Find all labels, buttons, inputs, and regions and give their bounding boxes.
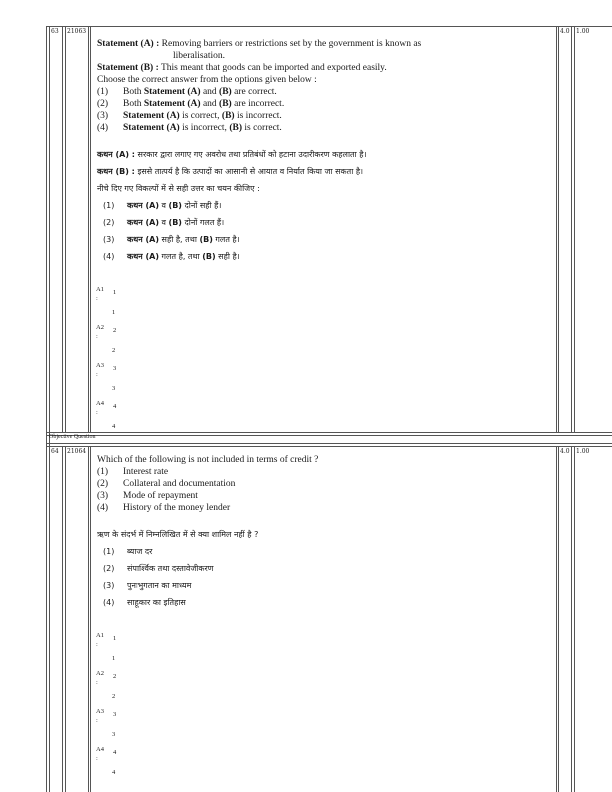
answer-label: A1 <box>96 286 104 293</box>
marks: 4.0 <box>560 28 570 35</box>
option-number: (3) <box>97 491 109 501</box>
option-bold-a: कथन (A) <box>127 252 159 261</box>
option-text <box>127 231 240 248</box>
option-text: Mode of repayment <box>123 491 198 501</box>
option-bold-b: (B) <box>168 218 182 227</box>
option-mid: व <box>159 218 169 227</box>
option-bold-a: Statement (A) <box>143 87 201 97</box>
option-bold-a: कथन (A) <box>127 201 159 210</box>
option-number: (1) <box>103 547 115 556</box>
answer-label: A1 <box>96 632 104 639</box>
option-post: सही है। <box>215 252 240 261</box>
answer-label: A2 <box>96 670 104 677</box>
option-2 <box>97 98 421 110</box>
option-1 <box>97 86 421 98</box>
option-bold-b: (B) <box>219 99 232 109</box>
instruction: Choose the correct answer from the options given below : <box>97 75 317 85</box>
answer-label: A4 <box>96 400 104 407</box>
option-pre: Both <box>123 87 144 97</box>
answer-colon: : <box>96 371 98 378</box>
marks: 4.0 <box>560 448 570 455</box>
option-text <box>123 98 284 110</box>
answer-label: A4 <box>96 746 104 753</box>
answer-value-detail: 2 <box>112 693 116 700</box>
option-2 <box>97 478 318 490</box>
option-pre: Both <box>123 99 144 109</box>
section-label: Objective Question <box>49 434 96 440</box>
option-bold-a: Statement (A) <box>123 123 180 133</box>
option-number: (3) <box>103 235 115 244</box>
option-bold-b: (B) <box>199 235 213 244</box>
option-text <box>127 214 224 231</box>
option-bold-a: Statement (A) <box>143 99 201 109</box>
option-number: (3) <box>103 581 115 590</box>
option-number: (3) <box>97 111 109 121</box>
answer-value-detail: 1 <box>112 309 116 316</box>
answer-colon: : <box>96 755 98 762</box>
hindi-question-text: ऋण के संदर्भ में निम्नलिखित में से क्या शामिल नहीं है ? <box>97 530 259 539</box>
option-text: Interest rate <box>123 467 169 477</box>
question-64-english <box>97 454 318 514</box>
option-mid: and <box>200 99 220 109</box>
option-number: (4) <box>103 252 115 261</box>
answer-value-detail: 2 <box>112 347 116 354</box>
question-id: 21063 <box>67 28 87 35</box>
hindi-instruction: नीचे दिए गए विकल्पों में से सही उत्तर का चयन कीजिए : <box>97 184 260 193</box>
option-text: साहूकार का इतिहास <box>127 598 186 607</box>
option-post: are correct. <box>231 87 277 97</box>
option-number: (4) <box>103 598 115 607</box>
option-mid: सही है, तथा <box>159 235 200 244</box>
answer-value: 1 <box>113 635 117 642</box>
option-text: History of the money lender <box>123 503 231 513</box>
option-post: दोनों गलत हैं। <box>181 218 225 227</box>
question-number: 63 <box>51 28 59 35</box>
answer-label: A3 <box>96 362 104 369</box>
option-number: (1) <box>103 201 115 210</box>
hindi-option-1 <box>103 197 366 214</box>
option-mid: व <box>159 201 169 210</box>
option-text: पुनःभुगतान का माध्यम <box>127 581 192 590</box>
hindi-option-3 <box>103 231 366 248</box>
option-mid: is incorrect, <box>179 123 230 133</box>
hindi-statement-a-label: कथन (A) : <box>97 150 135 159</box>
statement-b-text: This meant that goods can be imported and exported easily. <box>160 63 387 73</box>
answer-value-detail: 3 <box>112 385 116 392</box>
option-number: (1) <box>97 467 109 477</box>
answer-colon: : <box>96 409 98 416</box>
option-post: are incorrect. <box>231 99 285 109</box>
option-bold-b: (B) <box>168 201 182 210</box>
option-mid: is correct, <box>179 111 222 121</box>
hindi-statement-b-text: इससे तात्पर्य है कि उत्पादों का आसानी से आयात व निर्यात किया जा सकता है। <box>137 167 364 176</box>
option-post: is correct. <box>241 123 282 133</box>
option-number: (2) <box>103 218 115 227</box>
hindi-option-4 <box>103 248 366 265</box>
option-4 <box>97 502 318 514</box>
option-bold-a: कथन (A) <box>127 235 159 244</box>
option-number: (1) <box>97 87 109 97</box>
option-post: दोनों सही हैं। <box>181 201 222 210</box>
hindi-option-3 <box>103 577 258 594</box>
option-mid: गलत है, तथा <box>159 252 203 261</box>
option-number: (2) <box>103 564 115 573</box>
option-number: (4) <box>97 503 109 513</box>
answer-value: 4 <box>113 749 117 756</box>
answer-value: 3 <box>113 711 117 718</box>
statement-a-label: Statement (A) : <box>97 39 160 49</box>
answer-value-detail: 4 <box>112 769 116 776</box>
answer-value: 1 <box>113 289 117 296</box>
hindi-option-1 <box>103 543 258 560</box>
option-text <box>127 197 221 214</box>
answer-label: A3 <box>96 708 104 715</box>
option-post: गलत है। <box>212 235 240 244</box>
option-4 <box>97 122 421 134</box>
hindi-option-4 <box>103 594 258 611</box>
option-bold-b: (B) <box>229 123 242 133</box>
option-text: ब्याज दर <box>127 547 153 556</box>
answer-colon: : <box>96 641 98 648</box>
question-63-english <box>97 38 421 134</box>
answer-colon: : <box>96 717 98 724</box>
option-number: (4) <box>97 123 109 133</box>
negative-marks: 1.00 <box>576 448 590 455</box>
option-bold-b: (B) <box>202 252 216 261</box>
negative-marks: 1.00 <box>576 28 590 35</box>
hindi-statement-a-text: सरकार द्वारा लगाए गए अवरोध तथा प्रतिबंधों को हटाना उदारीकरण कहलाता है। <box>137 150 367 159</box>
option-3 <box>97 490 318 502</box>
answer-label: A2 <box>96 324 104 331</box>
option-3 <box>97 110 421 122</box>
hindi-option-2 <box>103 214 366 231</box>
answer-value: 4 <box>113 403 117 410</box>
option-text <box>123 86 277 98</box>
hindi-statement-b-label: कथन (B) : <box>97 167 135 176</box>
option-bold-a: Statement (A) <box>123 111 180 121</box>
question-64-hindi <box>97 526 259 611</box>
question-text: Which of the following is not included in terms of credit ? <box>97 455 319 465</box>
answer-colon: : <box>96 333 98 340</box>
question-63-hindi <box>97 146 367 265</box>
option-number: (2) <box>97 479 109 489</box>
option-text: Collateral and documentation <box>123 479 236 489</box>
option-bold-a: कथन (A) <box>127 218 159 227</box>
option-bold-b: (B) <box>221 111 235 121</box>
question-number: 64 <box>51 448 59 455</box>
answer-value-detail: 3 <box>112 731 116 738</box>
statement-b-label: Statement (B) : <box>97 63 159 73</box>
statement-a-continued: liberalisation. <box>173 51 225 61</box>
hindi-option-2 <box>103 560 258 577</box>
answer-colon: : <box>96 679 98 686</box>
statement-a-text: Removing barriers or restrictions set by the government is known as <box>161 39 422 49</box>
option-mid: and <box>200 87 220 97</box>
option-number: (2) <box>97 99 109 109</box>
option-text <box>123 122 282 134</box>
answer-value-detail: 1 <box>112 655 116 662</box>
option-1 <box>97 466 318 478</box>
answer-value: 2 <box>113 327 117 334</box>
option-post: is incorrect. <box>234 111 282 121</box>
option-text <box>123 110 282 122</box>
option-text: संपार्श्विक तथा दस्तावेजीकरण <box>127 564 214 573</box>
answer-value: 3 <box>113 365 117 372</box>
answer-value: 2 <box>113 673 117 680</box>
option-text <box>127 248 240 265</box>
option-bold-b: (B) <box>219 87 232 97</box>
answer-colon: : <box>96 295 98 302</box>
question-id: 21064 <box>67 448 87 455</box>
answer-value-detail: 4 <box>112 423 116 430</box>
